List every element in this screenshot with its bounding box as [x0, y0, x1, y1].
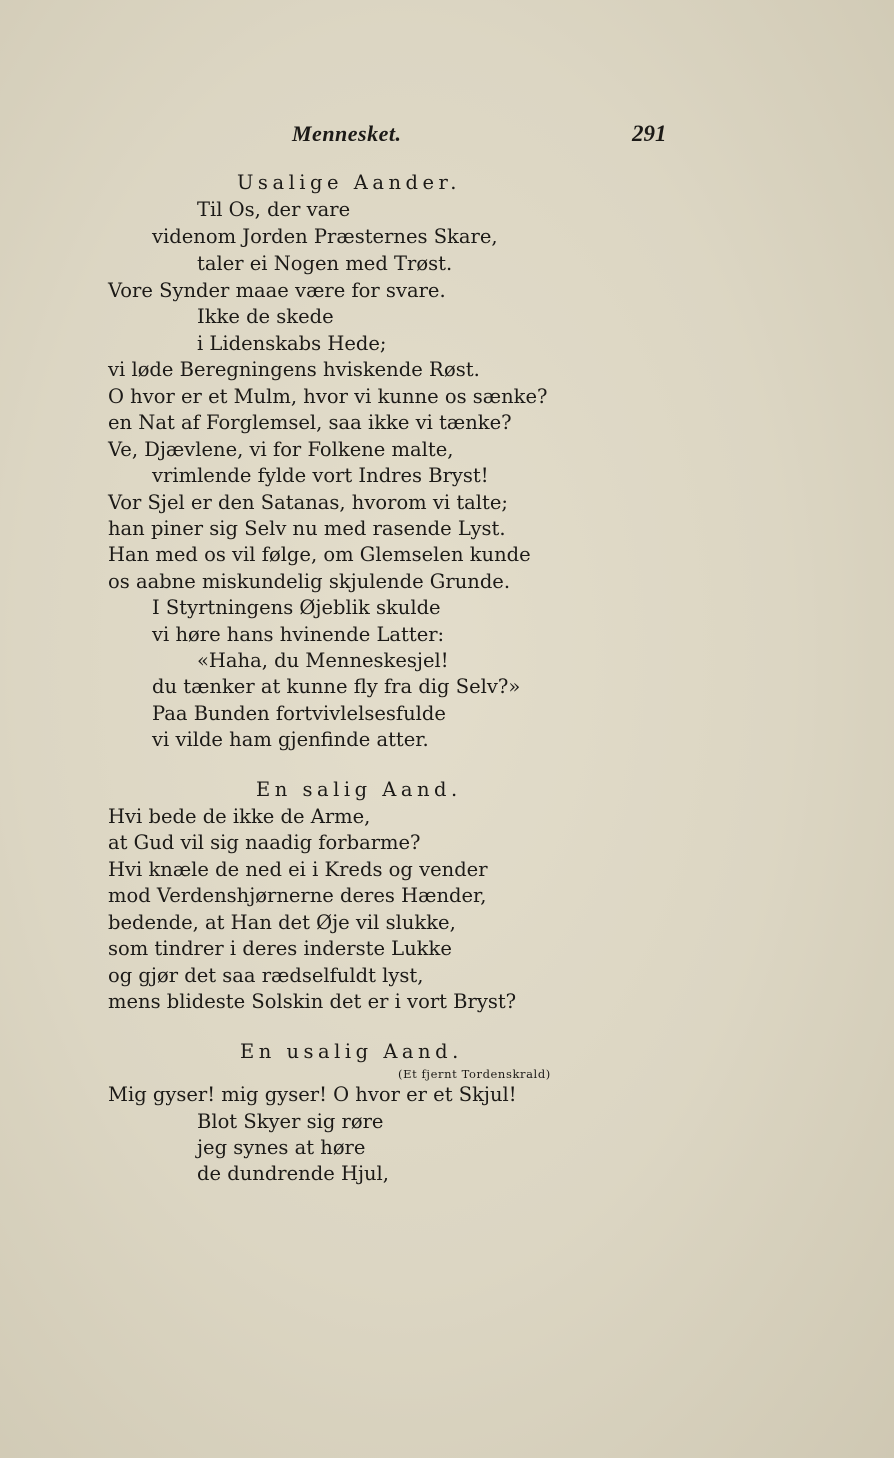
verse-line: Han med os vil følge, om Glemselen kunde — [108, 543, 531, 566]
stage-direction: (Et fjernt Tordenskrald) — [398, 1067, 551, 1081]
page-number: 291 — [632, 121, 667, 146]
verse-line: mens blideste Solskin det er i vort Bryst? — [108, 990, 517, 1013]
verse-line: vi løde Beregningens hviskende Røst. — [108, 358, 480, 381]
verse-line: videnom Jorden Præsternes Skare, — [152, 225, 498, 248]
speaker-usalige-aander: Usalige Aander. — [237, 171, 461, 194]
verse-line: han piner sig Selv nu med rasende Lyst. — [108, 517, 506, 540]
verse-line: Paa Bunden fortvivlelsesfulde — [152, 702, 446, 725]
verse-line: mod Verdenshjørnerne deres Hænder, — [108, 884, 487, 907]
verse-line: og gjør det saa rædselfuldt lyst, — [108, 964, 424, 987]
verse-line: bedende, at Han det Øje vil slukke, — [108, 911, 456, 934]
verse-line: taler ei Nogen med Trøst. — [197, 252, 453, 275]
verse-line: Blot Skyer sig røre — [197, 1110, 384, 1133]
speaker-en-salig-aand: En salig Aand. — [256, 778, 462, 801]
verse-line: I Styrtningens Øjeblik skulde — [152, 596, 441, 619]
verse-line: Ve, Djævlene, vi for Folkene malte, — [108, 438, 454, 461]
verse-line: jeg synes at høre — [197, 1136, 366, 1159]
verse-line: vi høre hans hvinende Latter: — [152, 623, 445, 646]
verse-line: vrimlende fylde vort Indres Bryst! — [152, 464, 489, 487]
verse-line: de dundrende Hjul, — [197, 1162, 389, 1185]
verse-line: Hvi bede de ikke de Arme, — [108, 805, 371, 828]
running-header-title: Mennesket. — [292, 121, 402, 146]
verse-line: som tindrer i deres inderste Lukke — [108, 937, 452, 960]
verse-line: O hvor er et Mulm, hvor vi kunne os sænke? — [108, 385, 548, 408]
verse-line: at Gud vil sig naadig forbarme? — [108, 831, 421, 854]
verse-line: en Nat af Forglemsel, saa ikke vi tænke? — [108, 411, 512, 434]
verse-line: «Haha, du Menneskesjel! — [197, 649, 449, 672]
verse-line: Vor Sjel er den Satanas, hvorom vi talte; — [108, 491, 508, 514]
verse-line: du tænker at kunne fly fra dig Selv?» — [152, 675, 521, 698]
verse-line: vi vilde ham gjenfinde atter. — [152, 728, 429, 751]
speaker-en-usalig-aand: En usalig Aand. — [240, 1040, 463, 1063]
verse-line: Til Os, der vare — [197, 198, 351, 221]
verse-line: i Lidenskabs Hede; — [197, 332, 387, 355]
verse-line: Hvi knæle de ned ei i Kreds og vender — [108, 858, 488, 881]
verse-line: Mig gyser! mig gyser! O hvor er et Skjul! — [108, 1083, 517, 1106]
verse-line: Ikke de skede — [197, 305, 334, 328]
verse-line: os aabne miskundelig skjulende Grunde. — [108, 570, 511, 593]
verse-line: Vore Synder maae være for svare. — [108, 279, 446, 302]
